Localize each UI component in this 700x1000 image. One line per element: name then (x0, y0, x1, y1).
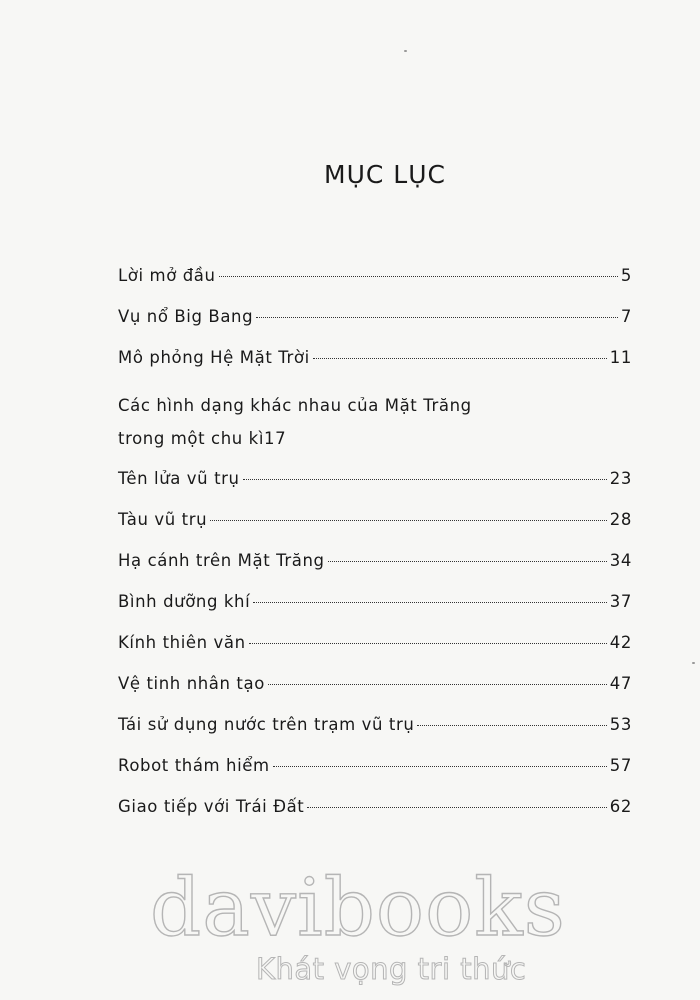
toc-entry-label: Vụ nổ Big Bang (118, 307, 254, 326)
toc-entry-page: 37 (609, 592, 632, 611)
toc-entry-page: 57 (609, 756, 632, 775)
toc-entry-label: Vệ tinh nhân tạo (118, 674, 265, 693)
toc-entry-page: 42 (609, 633, 632, 652)
toc-entry-page: 7 (620, 307, 632, 326)
dot-leader (249, 643, 607, 644)
toc-entry-label: Tàu vũ trụ (118, 510, 208, 529)
dot-leader (253, 602, 607, 603)
dot-leader (256, 317, 618, 318)
toc-entry (118, 348, 632, 389)
toc-entry (118, 797, 632, 838)
toc-entry (118, 389, 632, 469)
toc-entry (118, 469, 632, 510)
dot-leader (273, 766, 607, 767)
paper-speck (404, 50, 407, 52)
dot-leader (307, 807, 606, 808)
toc-entry-page: 28 (609, 510, 632, 529)
page-title: MỤC LỤC (324, 160, 446, 189)
toc-entry (118, 551, 632, 592)
toc-entry-label: Robot thám hiểm (118, 756, 270, 775)
toc-entry-page: 23 (609, 469, 632, 488)
brand-slogan: Khát vọng tri thức (256, 952, 527, 986)
paper-speck (692, 662, 695, 664)
toc-entry-label: Kính thiên văn (118, 633, 246, 652)
toc-entry-label-line1: Các hình dạng khác nhau của Mặt Trăng (118, 396, 472, 415)
toc-entry-label: Tên lửa vũ trụ (118, 469, 240, 488)
dot-leader (219, 276, 618, 277)
toc-entry-label: Hạ cánh trên Mặt Trăng (118, 551, 325, 570)
toc-entry-label: Tái sử dụng nước trên trạm vũ trụ (118, 715, 415, 734)
table-of-contents (118, 266, 632, 838)
brand-watermark: davibooks (150, 861, 566, 954)
toc-entry-page: 17 (264, 429, 287, 448)
dot-leader (313, 358, 607, 359)
toc-entry (118, 266, 632, 307)
toc-entry-page: 62 (609, 797, 632, 816)
toc-entry-page: 34 (609, 551, 632, 570)
toc-entry-label: Mô phỏng Hệ Mặt Trời (118, 348, 310, 367)
toc-entry-label-line2: trong một chu kì (118, 429, 265, 448)
toc-entry (118, 756, 632, 797)
dot-leader (417, 725, 606, 726)
toc-entry-page: 5 (620, 266, 632, 285)
toc-entry-label: Lời mở đầu (118, 266, 216, 285)
toc-entry (118, 592, 632, 633)
dot-leader (210, 520, 607, 521)
dot-leader (328, 561, 607, 562)
toc-entry (118, 307, 632, 348)
toc-entry-page: 47 (609, 674, 632, 693)
toc-entry (118, 674, 632, 715)
toc-entry (118, 715, 632, 756)
toc-entry (118, 510, 632, 551)
toc-entry-label: Giao tiếp với Trái Đất (118, 797, 305, 816)
toc-entry (118, 633, 632, 674)
dot-leader (268, 684, 607, 685)
toc-entry-label: Bình dưỡng khí (118, 592, 251, 611)
toc-entry-page: 53 (609, 715, 632, 734)
dot-leader (243, 479, 607, 480)
toc-entry-page: 11 (609, 348, 632, 367)
